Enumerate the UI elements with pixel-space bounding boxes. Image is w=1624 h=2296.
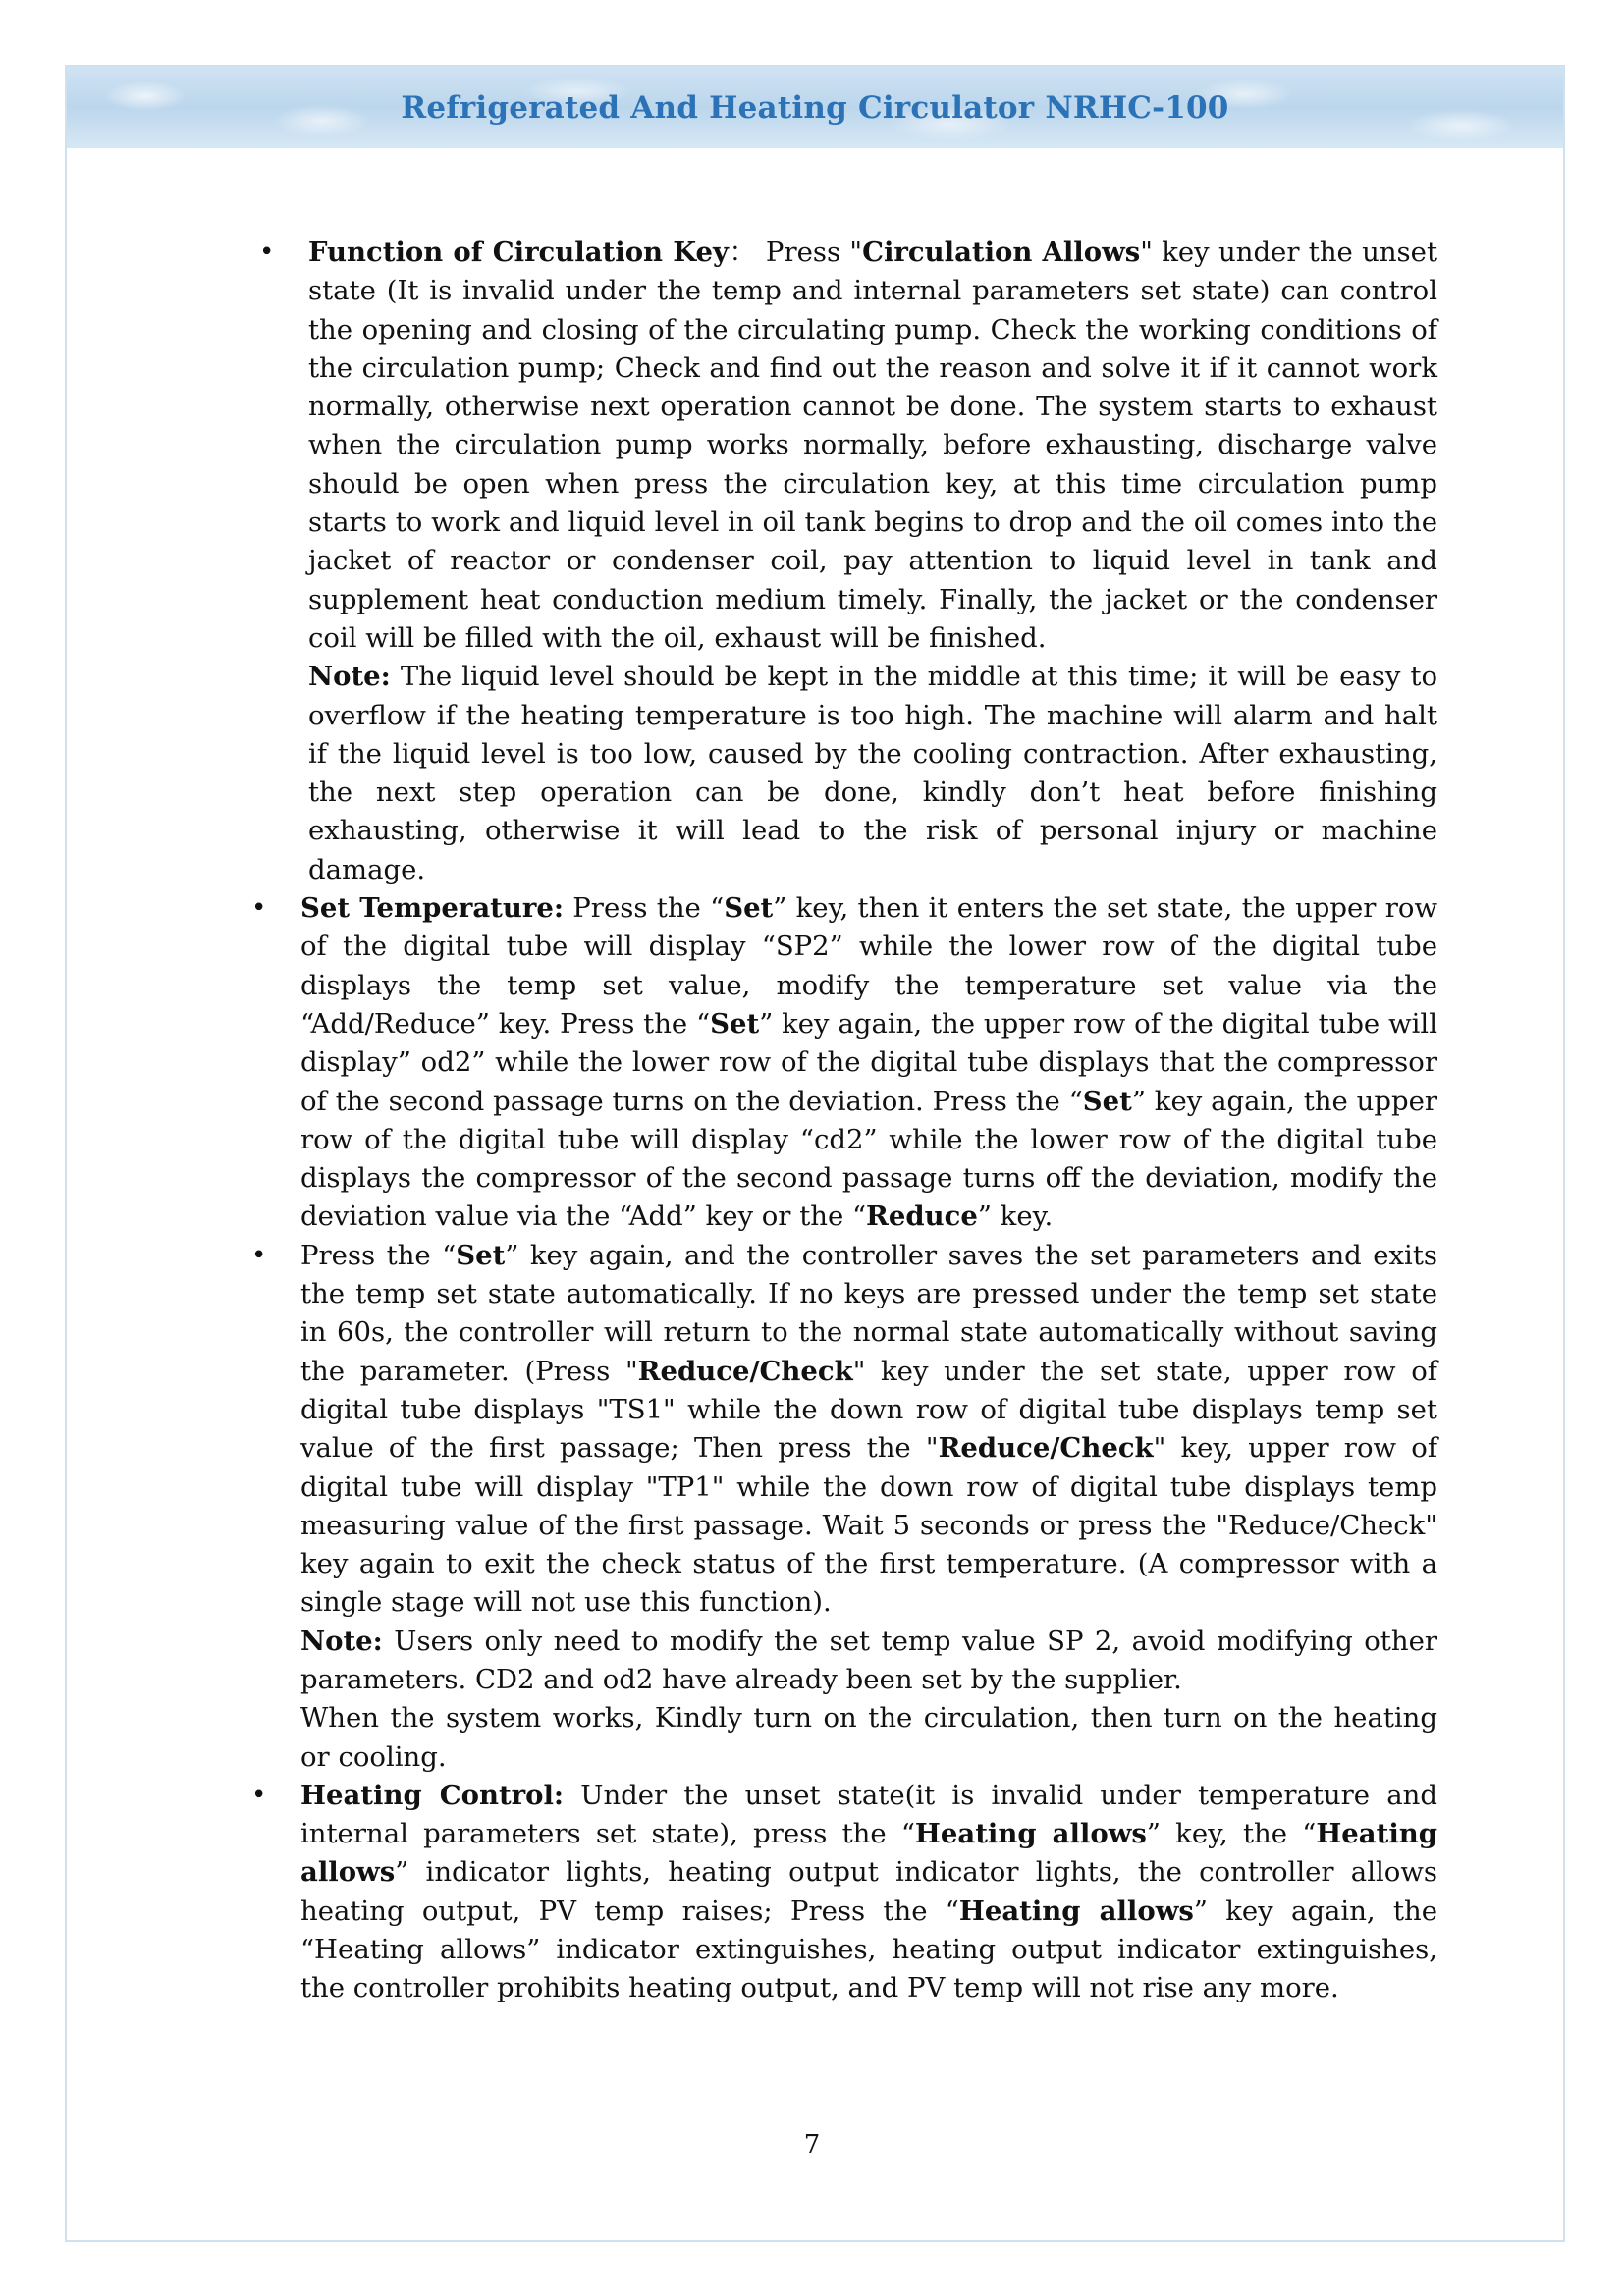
bold-text: Set (724, 892, 774, 925)
text-run: Users only need to modify the set temp value SP 2, avoid modifying other parameters. CD2 and od2 have already been set by the supplier. (300, 1625, 1437, 1695)
text-run: ” key, the “ (1146, 1818, 1317, 1850)
document-title: Refrigerated And Heating Circulator NRHC-100 (401, 89, 1229, 126)
item-paragraph (308, 234, 1437, 658)
text-run: Press the “ (300, 1239, 457, 1271)
bold-text: Set (710, 1007, 760, 1040)
text-run: ” key again, the “Heating allows” indicator extinguishes, heating output indicator extinguishes, the controller prohibits heating output, and PV temp will not rise any more. (300, 1895, 1438, 2004)
item-note-paragraph (300, 1623, 1437, 1700)
bold-text: Heating allows (300, 1818, 1437, 1889)
bold-text: Set Temperature: (300, 892, 564, 925)
text-run: ” key again, and the controller saves the set parameters and exits the temp set state automatically. If no keys are pressed under the temp set state in 60s, the controller will return to the normal state automatically without saving the parameter. (Press " (300, 1239, 1437, 1387)
bold-text: Heating allows (958, 1895, 1194, 1927)
bold-text: Circulation Allows (862, 237, 1141, 268)
item-paragraph (300, 889, 1437, 1237)
bold-text: Note: (308, 661, 391, 693)
bullet-icon: • (259, 238, 275, 267)
bold-text: Heating allows (914, 1818, 1147, 1850)
text-run: The liquid level should be kept in the middle at this time; it will be easy to overflow if the heating temperature is too high. The machine will alarm and halt if the liquid level is too low, caused by the cooling contraction. After exhausting, the next step operation can be done, kindly don’t heat before finishing exhausting, otherwise it will lead to the risk of personal injury or machine damage. (308, 661, 1437, 885)
header-banner (67, 67, 1563, 148)
bullet-icon: • (251, 893, 267, 924)
text-run: ” key again, the upper row of the digital tube will display “cd2” while the lower row of the digital tube displays the compressor of the second passage turns off the deviation, modify the deviation value via the “Add” key or the “ (300, 1085, 1437, 1233)
item-note-paragraph (300, 1699, 1437, 1777)
text-run: ” key, then it enters the set state, the upper row of the digital tube will display “SP2” while the lower row of the digital tube displays the temp set value, modify the temperature set value via the “Add/Reduce” key. Press the “ (300, 892, 1437, 1040)
bold-text: Heating Control: (300, 1779, 565, 1811)
text-run: ” key again, the upper row of the digital tube will display” od2” while the lower row of the digital tube displays that the compressor of the second passage turns on the deviation. Press the “ (300, 1007, 1437, 1117)
bullet-icon: • (251, 1240, 267, 1270)
text-run: When the system works, Kindly turn on the circulation, then turn on the heating or cooling. (300, 1702, 1437, 1773)
bullet-item (240, 234, 1437, 889)
bold-text: Reduce/Check (938, 1432, 1154, 1465)
bullet-item (240, 889, 1437, 1237)
bullet-item (240, 1237, 1437, 1777)
text-run: ” indicator lights, heating output indicator lights, the controller allows heating output, PV temp raises; Press the “ (300, 1856, 1437, 1927)
page-number: 7 (803, 2130, 821, 2160)
bullet-icon: • (251, 1780, 267, 1810)
text-run: " key under the unset state (It is invalid under the temp and internal parameters set state) can control the opening and closing of the circulating pump. Check the working conditions of the circulation pump; Check and find out the reason and solve it if it cannot work normally, otherwise next operation cannot be done. The system starts to exhaust when the circulation pump works normally, before exhausting, discharge valve should be open when press the circulation key, at this time circulation pump starts to work and liquid level in oil tank begins to drop and the oil comes into the jacket of reactor or condenser coil, pay attention to liquid level in tank and supplement heat conduction medium timely. Finally, the jacket or the condenser coil will be filled with the oil, exhaust will be finished. (308, 237, 1437, 654)
bold-text: Note: (300, 1625, 383, 1657)
bullet-item (240, 1777, 1437, 2008)
bold-text: Function of Circulation Key (308, 237, 729, 268)
bold-text: Reduce (866, 1201, 978, 1233)
bold-text: Set (456, 1239, 506, 1271)
item-paragraph (300, 1237, 1437, 1623)
item-paragraph (300, 1777, 1437, 2008)
bold-text: Set (1082, 1085, 1132, 1117)
text-run: " key under the set state, upper row of digital tube displays "TS1" while the down row of digital tube displays temp set value of the first passage; Then press the " (300, 1355, 1437, 1465)
text-run: " key, upper row of digital tube will display "TP1" while the down row of digital tube displays temp measuring value of the first passage. Wait 5 seconds or press the "Reduce/Check" key again to exit the check status of the first temperature. (A compressor with a single stage will not use this function). (300, 1432, 1437, 1619)
text-run: Under the unset state(it is invalid under temperature and internal parameters set state), press the “ (300, 1779, 1437, 1850)
item-note-paragraph (308, 658, 1437, 889)
text-run: Press the “ (563, 892, 725, 925)
text-run: ： Press " (728, 237, 863, 268)
text-run: ” key. (977, 1201, 1054, 1233)
bold-text: Reduce/Check (637, 1355, 853, 1387)
body-content (240, 234, 1437, 2008)
